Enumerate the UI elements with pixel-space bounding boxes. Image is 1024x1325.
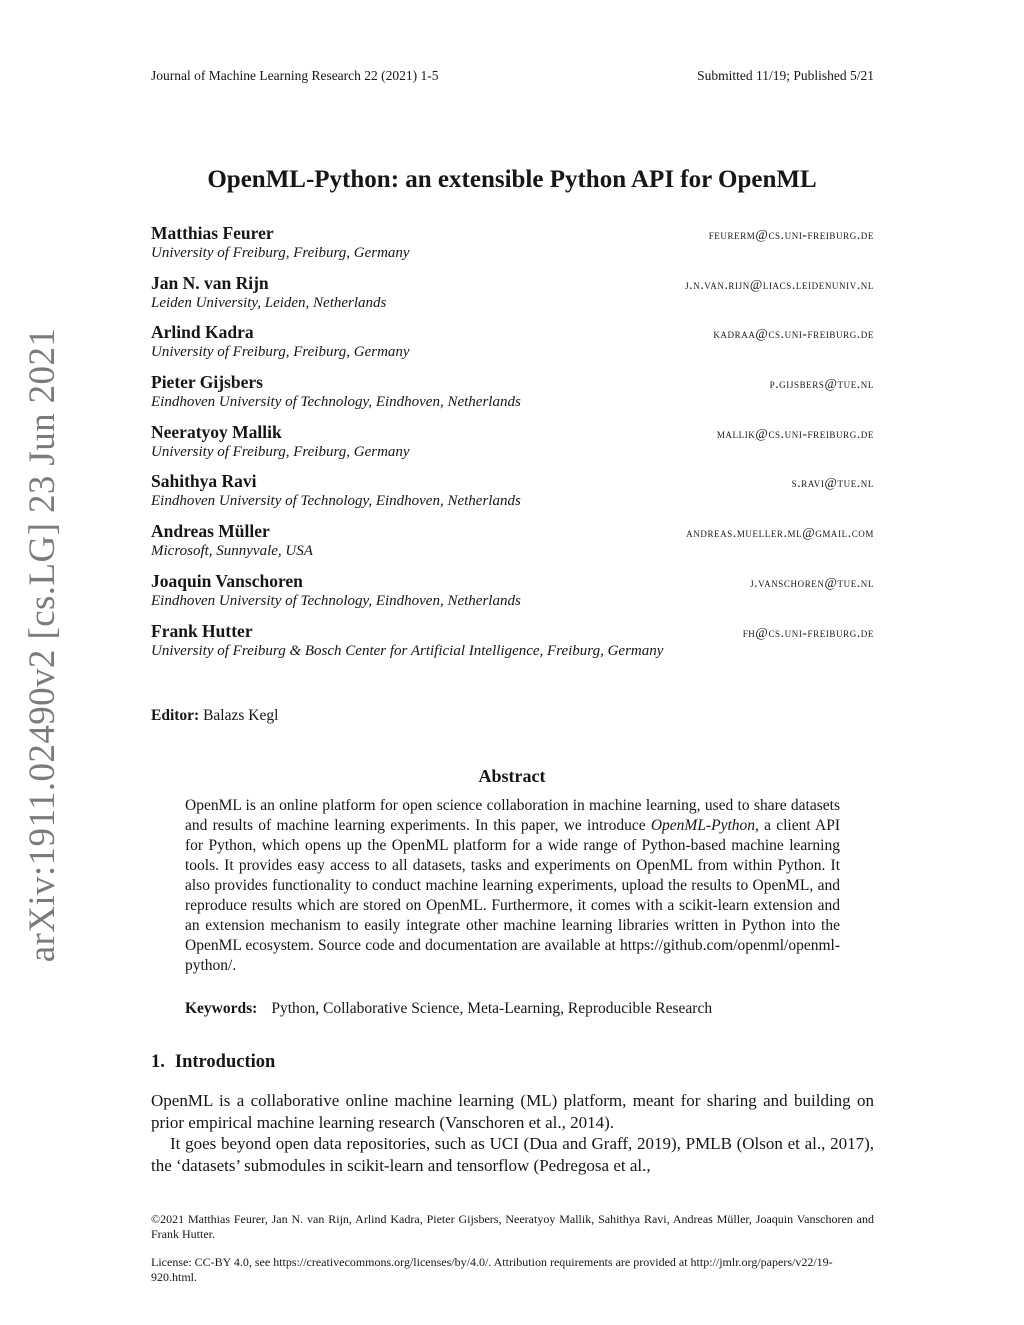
author-affiliation: University of Freiburg, Freiburg, Germany: [151, 443, 410, 460]
abstract-body: [185, 796, 840, 976]
author-email: p.gijsbers@tue.nl: [769, 376, 874, 392]
intro-paragraph-1: OpenML is a collaborative online machine learning (ML) platform, meant for sharing and building on prior empirical machine learning research (Vanschoren et al., 2014).: [151, 1091, 874, 1132]
author-affiliation: University of Freiburg, Freiburg, Germany: [151, 344, 410, 361]
author-name: Pieter Gijsbers: [151, 372, 263, 393]
author-name: Jan N. van Rijn: [151, 272, 269, 293]
abstract-text-after: , a client API for Python, which opens up the OpenML platform for a wide range of Python-based machine learning tools. It provides easy access to all datasets, tasks and experiments on OpenML from within Python. It also provides functionality to conduct machine learning experiments, upload the results to OpenML, and reproduce results which are stored on OpenML. Furthermore, it comes with a scikit-learn extension and an extension mechanism to easily integrate other machine learning libraries written in Python into the OpenML ecosystem. Source code and documentation are available at https://github.com/openml/openml-python/.: [185, 817, 841, 974]
author-email: andreas.mueller.ml@gmail.com: [686, 525, 874, 541]
editor-line: [151, 707, 278, 725]
author-name: Sahithya Ravi: [151, 471, 257, 492]
intro-paragraph-2: It goes beyond open data repositories, such as UCI (Dua and Graff, 2019), PMLB (Olson et al., 2017), the ‘datasets’ submodules in scikit-learn and tensorflow (Pedregosa et al.,: [151, 1134, 874, 1175]
author-email: feurerm@cs.uni-freiburg.de: [708, 227, 874, 242]
keywords-line: [185, 1000, 712, 1018]
author-entry: [151, 273, 874, 323]
author-entry: [151, 223, 874, 273]
author-affiliation: Leiden University, Leiden, Netherlands: [151, 294, 387, 311]
paper-title: OpenML-Python: an extensible Python API for OpenML: [207, 166, 817, 193]
author-email: fh@cs.uni-freiburg.de: [742, 624, 874, 640]
author-entry: [151, 621, 874, 671]
author-name: Joaquin Vanschoren: [151, 570, 303, 591]
journal-header: Journal of Machine Learning Research 22 (2021) 1-5: [151, 68, 439, 83]
author-affiliation: Eindhoven University of Technology, Eindhoven, Netherlands: [151, 493, 521, 510]
author-name: Andreas Müller: [151, 521, 270, 542]
author-entry: [151, 322, 874, 372]
author-entry: [151, 571, 874, 621]
author-name: Matthias Feurer: [151, 223, 274, 243]
section-number: 1.: [151, 1052, 165, 1072]
abstract-emphasis: OpenML-Python: [650, 817, 755, 834]
keywords-label: Keywords:: [185, 1000, 258, 1017]
section-title: Introduction: [174, 1052, 276, 1072]
author-name: Frank Hutter: [151, 620, 253, 641]
arxiv-stamp: arXiv:1911.02490v2 [cs.LG] 23 Jun 2021: [22, 327, 63, 963]
author-list: [151, 223, 874, 670]
author-email: mallik@cs.uni-freiburg.de: [716, 425, 874, 441]
license-footnote: License: CC-BY 4.0, see https://creativecommons.org/licenses/by/4.0/. Attribution requirements are provided at http://jmlr.org/papers/v22/19-920.html.: [151, 1255, 833, 1284]
author-affiliation: Eindhoven University of Technology, Eindhoven, Netherlands: [151, 592, 521, 609]
author-entry: [151, 471, 874, 521]
author-entry: [151, 521, 874, 571]
author-entry: [151, 372, 874, 422]
keywords-text: Python, Collaborative Science, Meta-Learning, Reproducible Research: [271, 1000, 713, 1017]
editor-label: Editor:: [151, 707, 200, 724]
author-email: s.ravi@tue.nl: [791, 475, 874, 491]
author-email: j.n.van.rijn@liacs.leidenuniv.nl: [685, 276, 874, 292]
section-heading-introduction: [151, 1052, 275, 1073]
author-name: Arlind Kadra: [151, 322, 254, 343]
author-name: Neeratyoy Mallik: [151, 421, 282, 442]
author-email: kadraa@cs.uni-freiburg.de: [713, 326, 874, 342]
author-affiliation: Microsoft, Sunnyvale, USA: [151, 543, 313, 560]
copyright-footnote: ©2021 Matthias Feurer, Jan N. van Rijn, Arlind Kadra, Pieter Gijsbers, Neeratyoy Mallik, Sahithya Ravi, Andreas Müller, Joaquin Vanschoren and Frank Hutter.: [151, 1212, 874, 1241]
author-entry: [151, 422, 874, 472]
submission-dates: Submitted 11/19; Published 5/21: [697, 68, 874, 83]
abstract-heading: Abstract: [478, 766, 546, 786]
author-affiliation: University of Freiburg, Freiburg, Germany: [151, 245, 410, 261]
abstract-text-before: OpenML is an online platform for open science collaboration in machine learning, used to share datasets and results of machine learning experiments. In this paper, we introduce: [185, 797, 840, 834]
editor-name: Balazs Kegl: [203, 707, 279, 724]
author-affiliation: Eindhoven University of Technology, Eindhoven, Netherlands: [151, 394, 521, 411]
author-affiliation: University of Freiburg & Bosch Center for Artificial Intelligence, Freiburg, Germany: [151, 642, 664, 659]
author-email: j.vanschoren@tue.nl: [750, 574, 874, 590]
